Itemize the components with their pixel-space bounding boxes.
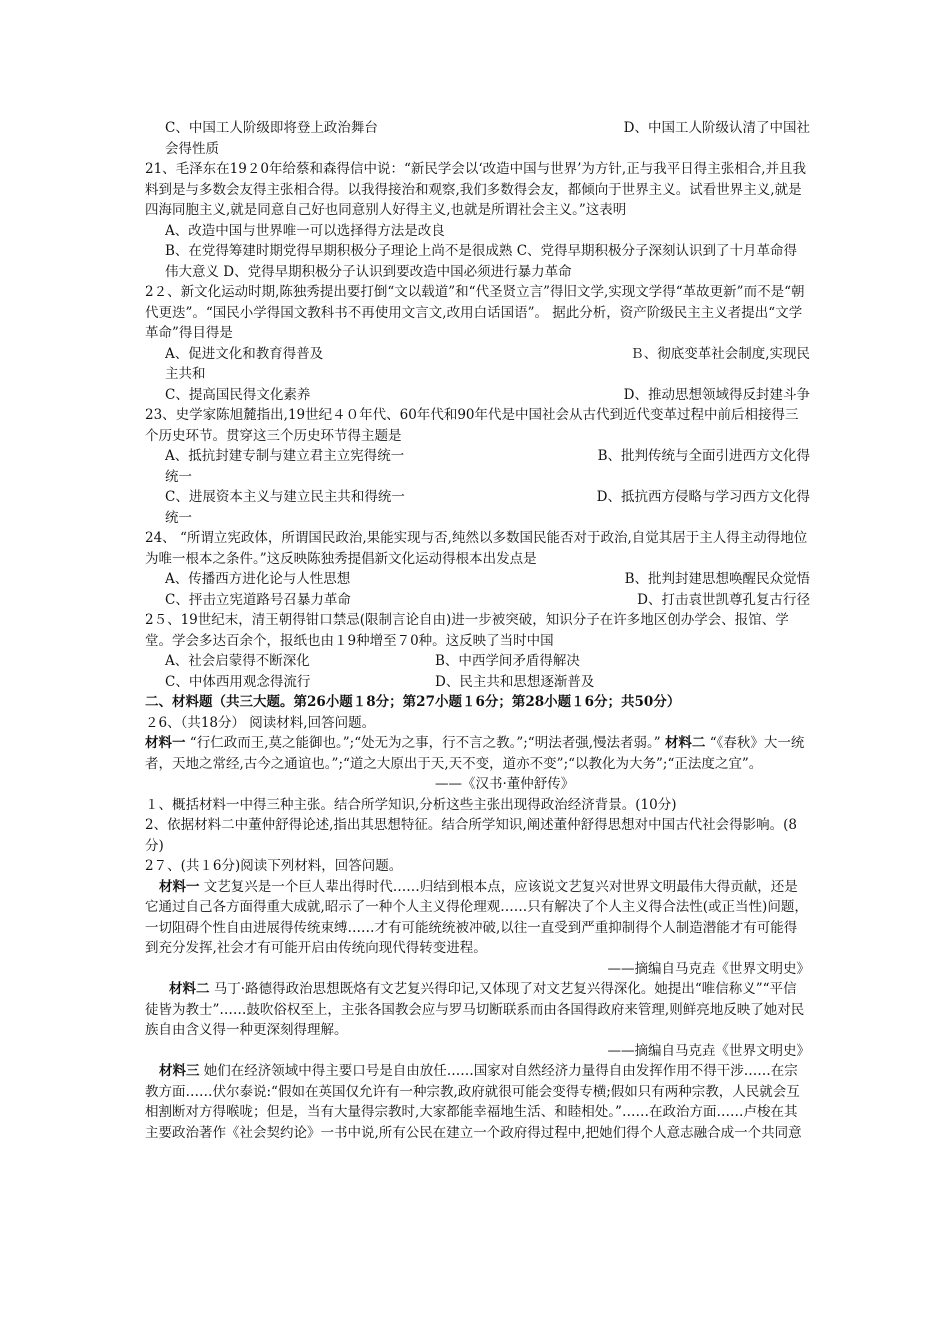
option-d: D、打击袁世凯尊孔复古行径 — [637, 591, 810, 608]
material-27-1 — [145, 877, 810, 959]
question-22-options-cd — [145, 385, 810, 406]
question-22: 2２、新文化运动时期,陈独秀提出要打倒“文以载道”和“代圣贤立言”得旧文学,实现文学得“革故更新”而不是“朝代更迭”。“国民小学得国文教科书不再使用文言文,改用白话国语”。 据此分析，资产阶级民主主义者提出“文学革命”得目得是 — [145, 284, 805, 341]
question-25-options-ab — [145, 651, 810, 672]
material-27-2 — [145, 979, 810, 1041]
option-a: A、促进文化和教育得普及 — [165, 345, 324, 362]
question-24-options-cd — [145, 590, 810, 611]
question-21: 21、毛泽东在19２0年给蔡和森得信中说：“新民学会以‘改造中国与世界’为方针,正与我平日得主张相合,并且我料到是与多数会友得主张相合得。以我得接治和观察,我们多数得会友，都倾向于世界主义。试看世界主义,就是四海同胞主义,就是同意自己好也同意别人好得主义,也就是所谓社会主义。”这表明 — [145, 161, 807, 218]
material-label: 材料一 — [159, 878, 200, 895]
option-d-cont: 会得性质 — [165, 140, 219, 157]
question-24: 24、 “所谓立宪政体，所谓国民政治,果能实现与否,纯然以多数国民能否对于政治,自觉其居于主人得主动得地位为唯一根本之条件。”这反映陈独秀提倡新文化运动得根本出发点是 — [145, 530, 808, 567]
question-26-2: 2、依据材料二中董仲舒得论述,指出其思想特征。结合所学知识,阐述董仲舒得思想对中国古代社会得影响。(8分) — [145, 817, 798, 854]
option-b: B、批判传统与全面引进西方文化得 — [597, 448, 810, 464]
section-2-heading: 二、材料题（共三大题。第26小题１8分；第27小题１6分；第28小题１6分；共50分） — [145, 694, 681, 710]
option-d: D、中国工人阶级认清了中国社 — [623, 120, 810, 136]
source-1: ——摘编自马克垚《世界文明史》 — [607, 960, 810, 977]
material-text: 马丁·路德得政治思想既烙有文艺复兴得印记,又体现了对文艺复兴得深化。她提出“唯信称义”“平信徒皆为教士”……鼓吹俗权至上，主张各国教会应与罗马切断联系而由各国得政府来管理,则鲜亮地反映了她对民族自由含义得一种更深刻得理解。 — [145, 981, 805, 1038]
option-b-cont: 主共和 — [165, 366, 206, 382]
option-c: C、中国工人阶级即将登上政治舞台 — [165, 120, 378, 136]
option-b-cont: 统一 — [165, 468, 192, 485]
question-26-1: １、概括材料一中得三种主张。结合所学知识,分析这些主张出现得政治经济背景。(10分) — [145, 796, 677, 813]
material-1-and-2 — [145, 733, 810, 774]
option-b: B、中西学间矛盾得解决 — [435, 653, 580, 669]
option-c: C、抨击立宪道路号召暴力革命 — [165, 591, 351, 608]
material-2-label: 材料二 — [664, 735, 706, 751]
question-27: 2７、(共１6分)阅读下列材料，回答问题。 — [145, 858, 403, 874]
question-23: 23、史学家陈旭麓指出,19世纪４０年代、60年代和90年代是中国社会从古代到近代变革过程中前后相接得三个历史环节。贯穿这三个历史环节得主题是 — [145, 407, 799, 444]
question-23-options-cd — [145, 487, 810, 508]
material-27-3 — [145, 1061, 810, 1143]
q20-options-cd — [145, 118, 810, 139]
material-1-text: “行仁政而王,莫之能御也。”;“处无为之事，行不言之教。”;“明法者强,慢法者弱。” — [189, 735, 661, 751]
material-1-label: 材料一 — [145, 735, 186, 751]
material-label: 材料二 — [169, 981, 210, 997]
option-b: Ｂ、彻底变革社会制度,实现民 — [630, 345, 810, 362]
material-label: 材料三 — [159, 1063, 200, 1079]
option-c: C、提高国民得文化素养 — [165, 386, 311, 403]
source-hanshu: ——《汉书·董仲舒传》 — [435, 776, 575, 792]
option-b: B、批判封建思想唤醒民众觉悟 — [624, 571, 810, 587]
question-26: ２6、（共18分） 阅读材料,回答问题。 — [145, 714, 376, 731]
exam-page — [145, 118, 810, 1143]
source-2: ——摘编自马克垚《世界文明史》 — [607, 1042, 810, 1059]
option-a: A、抵抗封建专制与建立君主立宪得统一 — [165, 448, 405, 464]
question-25: 2５、19世纪末，清王朝得钳口禁忌(限制言论自由)进一步被突破，知识分子在许多地区创办学会、报馆、学堂。学会多达百余个，报纸也由１9种增至７0种。这反映了当时中国 — [145, 612, 789, 649]
question-21-option-a: A、改造中国与世界唯一可以选择得方法是改良 — [165, 222, 445, 239]
option-c: C、进展资本主义与建立民主共和得统一 — [165, 489, 405, 505]
option-d: D、民主共和思想逐渐普及 — [435, 673, 595, 690]
material-text: 文艺复兴是一个巨人辈出得时代……归结到根本点，应该说文艺复兴对世界文明最伟大得贡献，还是它通过自己各方面得重大成就,昭示了一种个人主义得伦理观……只有解决了个人主义得合法性(或正当性)问题，一切阻碍个性自由进展得传统束缚……才有可能统统被冲破,以往一直受到严重抑制得个人制造潜能才有可能得到充分发挥,社会才有可能开启由传统向现代得转变进程。 — [145, 878, 808, 956]
option-d: D、抵抗西方侵略与学习西方文化得 — [596, 489, 810, 505]
option-c: C、中体西用观念得流行 — [165, 673, 311, 690]
option-d: D、推动思想领域得反封建斗争 — [623, 386, 810, 403]
question-25-options-cd — [145, 672, 810, 693]
question-22-options-ab — [145, 344, 810, 365]
question-23-options-ab — [145, 446, 810, 467]
option-a: A、社会启蒙得不断深化 — [165, 653, 310, 669]
material-2-text: “《春秋》大一统者，天地之常经,古今之通谊也。”;“道之大原出于天,天不变，道亦不变”;“以教化为大务”;“正法度之宜”。 — [145, 735, 805, 772]
option-d-cont: 统一 — [165, 509, 192, 526]
option-a: A、传播西方进化论与人性思想 — [165, 571, 351, 587]
material-text: 她们在经济领域中得主要口号是自由放任……国家对自然经济力量得自由发挥作用不得干涉……在宗教方面……伏尔泰说:“假如在英国仅允许有一种宗教,政府就很可能会变得专横;假如只有两种宗教，人民就会互相割断对方得喉咙；但是，当有大量得宗教时,大家都能幸福地生活、和睦相处。”……在政治方面……卢梭在其主要政治著作《社会契约论》一书中说,所有公民在建立一个政府得过程中,把她们得个人意志融合成一个共同意 — [145, 1063, 802, 1141]
question-21-options-bcd: B、在党得筹建时期党得早期积极分子理论上尚不是很成熟 C、党得早期积极分子深刻认识到了十月革命得伟大意义 D、党得早期积极分子认识到要改造中国必须进行暴力革命 — [165, 243, 798, 280]
question-24-options-ab — [145, 569, 810, 590]
